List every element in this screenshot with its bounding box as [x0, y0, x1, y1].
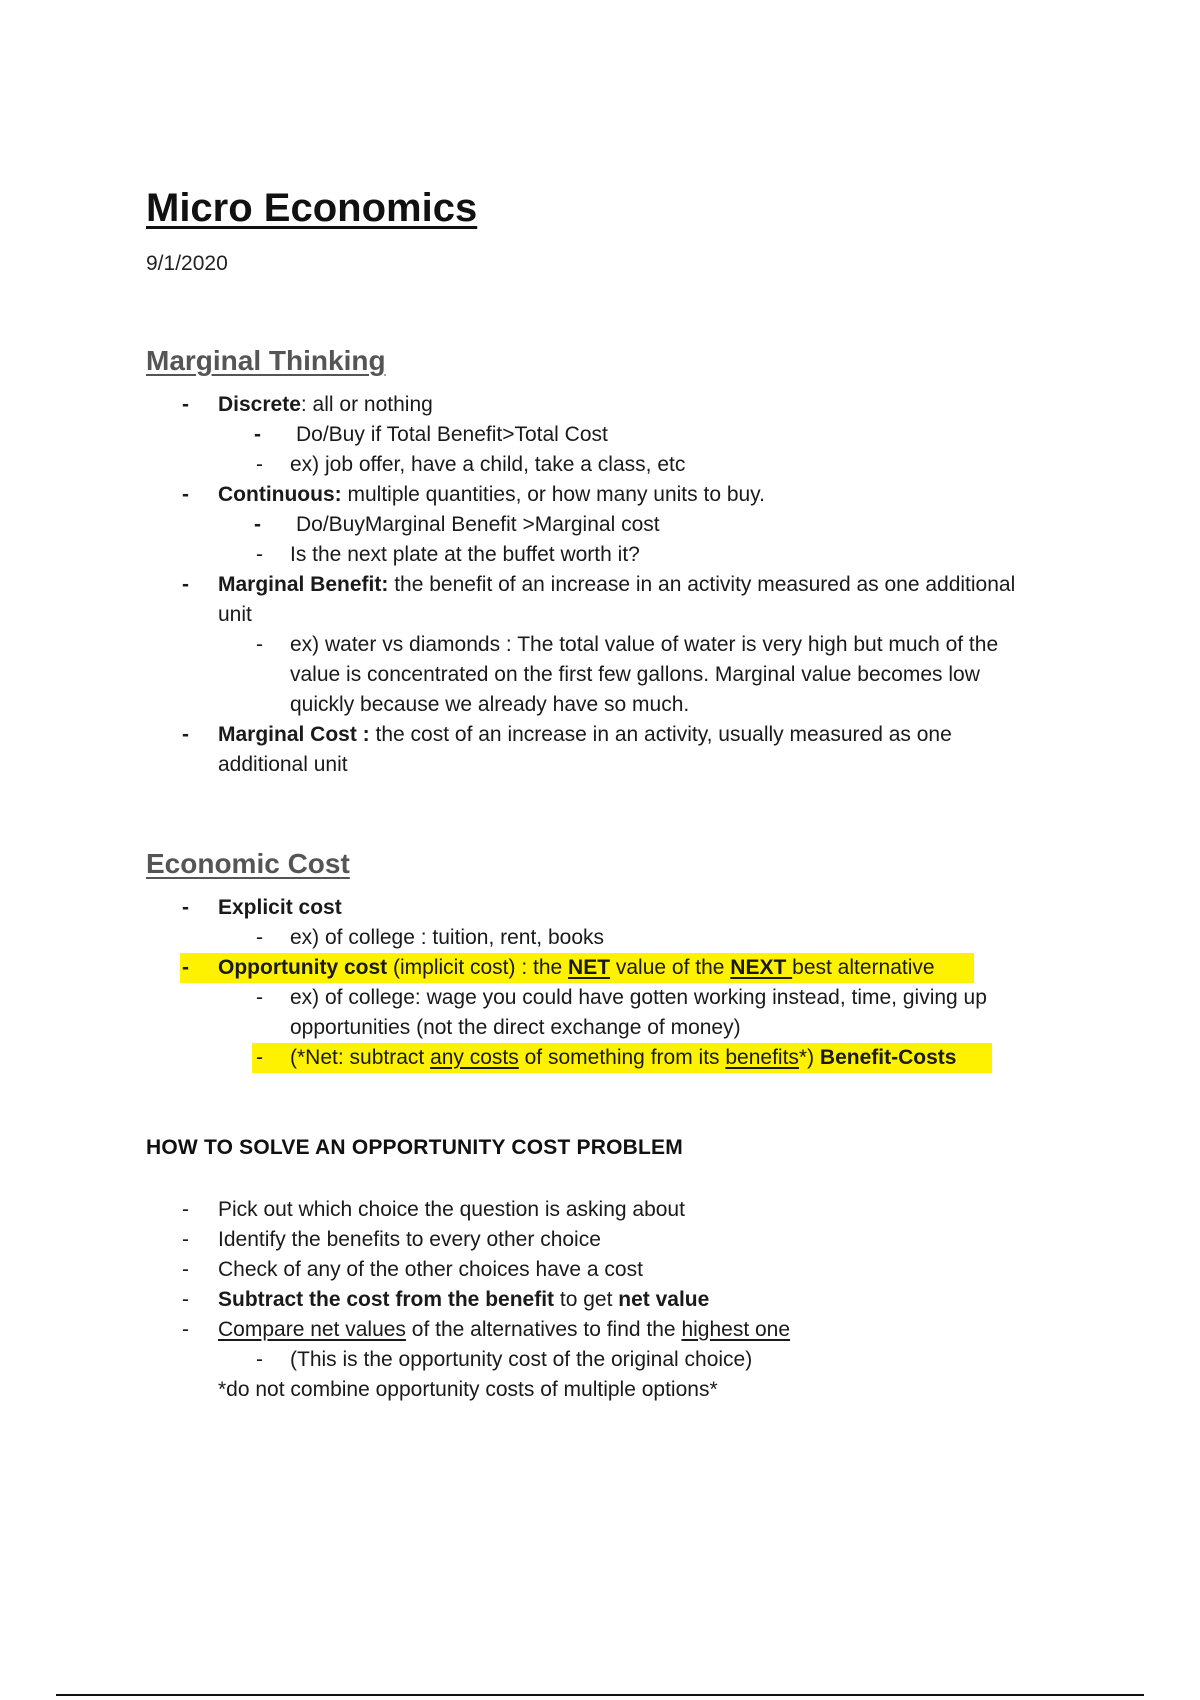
- bullet: -: [182, 1228, 189, 1251]
- bullet: -: [182, 1198, 189, 1221]
- bullet: -: [256, 633, 263, 656]
- bullet: -: [182, 723, 189, 746]
- bullet: -: [256, 986, 263, 1009]
- bullet: -: [182, 1318, 189, 1341]
- list-item-water-diamonds-cont: value is concentrated on the first few gallons. Marginal value becomes low: [290, 663, 980, 686]
- bullet: -: [254, 513, 261, 536]
- section-heading-economic-cost: Economic Cost: [146, 848, 350, 879]
- list-item-marginal-benefit: Marginal Benefit: the benefit of an increase in an activity measured as one additional: [218, 573, 1016, 596]
- list-item-water-diamonds-cont: quickly because we already have so much.: [290, 693, 690, 716]
- list-item-water-diamonds: ex) water vs diamonds : The total value of water is very high but much of the: [290, 633, 999, 656]
- bullet: -: [182, 956, 189, 979]
- bullet: -: [256, 543, 263, 566]
- footnote: *do not combine opportunity costs of multiple options*: [218, 1378, 718, 1401]
- list-item-step-3: Check of any of the other choices have a cost: [218, 1258, 643, 1281]
- section-heading-how-to: HOW TO SOLVE AN OPPORTUNITY COST PROBLEM: [146, 1136, 683, 1159]
- list-item-step-5-note: (This is the opportunity cost of the original choice): [290, 1348, 753, 1371]
- bullet: -: [256, 453, 263, 476]
- bullet: -: [182, 573, 189, 596]
- bullet: -: [256, 1348, 263, 1371]
- bullet: -: [254, 423, 261, 446]
- list-item-continuous-rule: Do/BuyMarginal Benefit >Marginal cost: [296, 513, 660, 536]
- bullet: -: [182, 483, 189, 506]
- list-item-explicit-cost: [218, 893, 342, 923]
- list-item-step-1: Pick out which choice the question is asking about: [218, 1198, 685, 1221]
- page-title: Micro Economics: [146, 186, 478, 230]
- list-item-explicit-example: ex) of college : tuition, rent, books: [290, 926, 605, 949]
- list-item-step-2: Identify the benefits to every other choice: [218, 1228, 601, 1251]
- list-item-opportunity-cost: Opportunity cost (implicit cost) : the NET value of the NEXT best alternative: [218, 956, 935, 979]
- term: Discrete: [218, 393, 301, 416]
- page-bottom-rule: [56, 1694, 1144, 1696]
- note-date: 9/1/2020: [146, 252, 228, 275]
- bullet: -: [256, 926, 263, 949]
- list-item-discrete: Discrete: all or nothing: [218, 393, 433, 416]
- list-item-continuous: Continuous: multiple quantities, or how many units to buy.: [218, 483, 765, 506]
- term: Opportunity cost: [218, 956, 388, 979]
- bullet: -: [256, 1046, 263, 1069]
- bullet: -: [182, 1258, 189, 1281]
- bullet: -: [182, 896, 189, 919]
- list-item-step-4: Subtract the cost from the benefit to get net value: [218, 1288, 710, 1311]
- term: Explicit cost: [218, 896, 342, 919]
- list-item-marginal-cost: Marginal Cost : the cost of an increase in an activity, usually measured as one: [218, 723, 952, 746]
- list-item-step-5: Compare net values of the alternatives to find the highest one: [218, 1318, 791, 1341]
- list-item-discrete-example: ex) job offer, have a child, take a class, etc: [290, 453, 686, 476]
- term: Marginal Cost :: [218, 723, 370, 746]
- list-item-continuous-example: Is the next plate at the buffet worth it?: [290, 543, 640, 566]
- list-item-net-definition: (*Net: subtract any costs of something from its benefits*) Benefit-Costs: [290, 1046, 957, 1069]
- term: Continuous:: [218, 483, 342, 506]
- emphasis-net: NET: [568, 956, 611, 979]
- list-item-marginal-cost-cont: additional unit: [218, 753, 348, 776]
- bullet: -: [182, 1288, 189, 1311]
- list-item-marginal-benefit-cont: unit: [218, 603, 252, 626]
- list-item-college-example: ex) of college: wage you could have gotten working instead, time, giving up: [290, 986, 987, 1009]
- section-heading-marginal-thinking: Marginal Thinking: [146, 345, 386, 376]
- list-item-college-example-cont: opportunities (not the direct exchange of money): [290, 1016, 741, 1039]
- bullet: -: [182, 393, 189, 416]
- term: Marginal Benefit:: [218, 573, 389, 596]
- list-item-discrete-rule: Do/Buy if Total Benefit>Total Cost: [296, 423, 608, 446]
- emphasis-next: NEXT: [730, 956, 793, 979]
